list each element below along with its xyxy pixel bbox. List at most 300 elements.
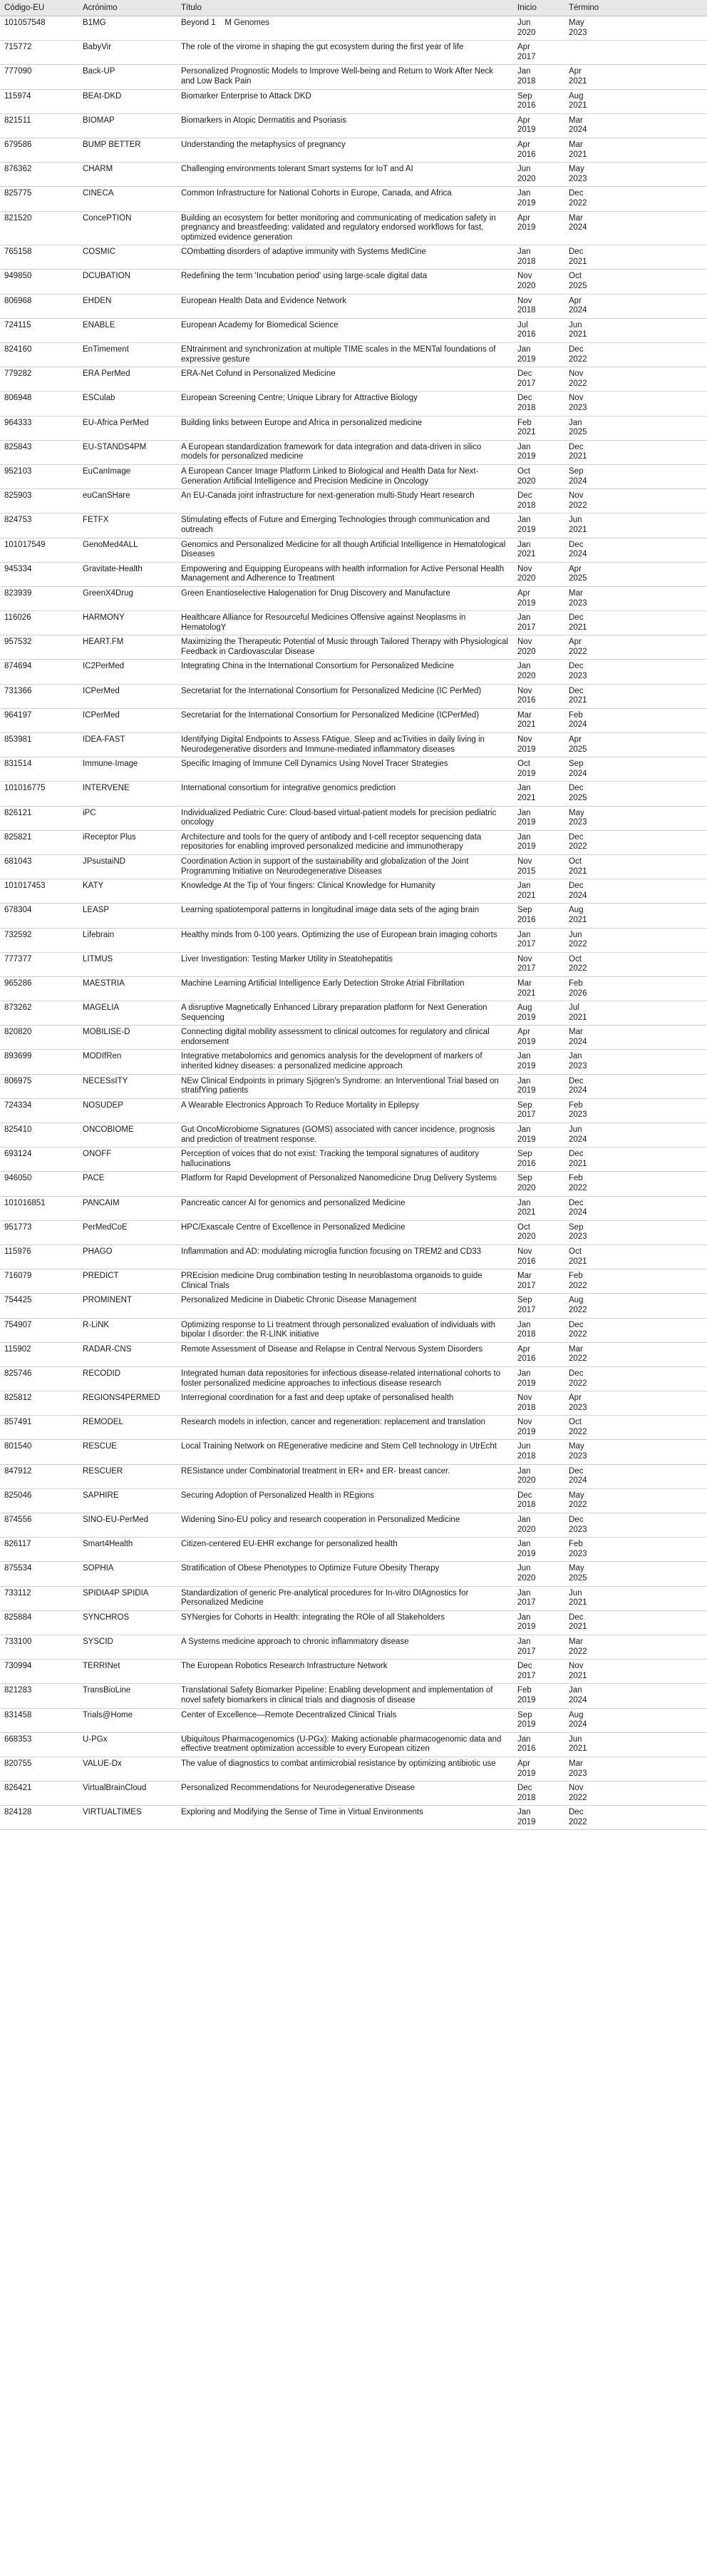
cell-title: HPC/Exascale Centre of Excellence in Personalized Medicine	[177, 1220, 513, 1244]
cell-start	[513, 1391, 564, 1416]
cell-acronym: SOPHIA	[78, 1562, 177, 1586]
cell-code: 857491	[0, 1416, 78, 1440]
cell-start-text: Jan 2016	[517, 1734, 536, 1754]
table-row	[0, 1366, 707, 1391]
cell-start-text: Jan 2019	[517, 345, 536, 364]
table-row	[0, 1220, 707, 1244]
cell-acronym: IC2PerMed	[78, 660, 177, 684]
cell-start-text: Dec 2017	[517, 369, 536, 388]
cell-start	[513, 89, 564, 113]
cell-end	[564, 41, 707, 65]
cell-title: Platform for Rapid Development of Personalized Nanomedicine Drug Delivery Systems	[177, 1172, 513, 1196]
cell-start	[513, 113, 564, 138]
cell-end-text: Feb 2026	[569, 978, 587, 998]
table-row	[0, 1488, 707, 1513]
table-row	[0, 367, 707, 392]
cell-start-text: Oct 2020	[517, 466, 536, 486]
cell-code: 101016775	[0, 782, 78, 806]
cell-start	[513, 1610, 564, 1635]
cell-start	[513, 1488, 564, 1513]
cell-title: Redefining the term 'Incubation period' using large-scale digital data	[177, 270, 513, 294]
cell-acronym: HEART.FM	[78, 635, 177, 660]
cell-code: 945334	[0, 562, 78, 586]
table-row	[0, 187, 707, 211]
cell-end-text: Aug 2021	[569, 91, 587, 111]
cell-end-text: Mar 2023	[569, 1759, 587, 1778]
cell-end	[564, 733, 707, 757]
cell-end	[564, 211, 707, 245]
cell-code: 825746	[0, 1366, 78, 1391]
cell-end-text: Dec 2022	[569, 189, 587, 208]
table-row	[0, 464, 707, 489]
cell-acronym: GreenX4Drug	[78, 586, 177, 610]
cell-code: 806975	[0, 1074, 78, 1098]
cell-title: NEw Clinical Endpoints in primary Sjögren's Syndrome: an Interventional Trial based on stratifYing patients	[177, 1074, 513, 1098]
cell-end	[564, 1440, 707, 1464]
cell-start-text: Jan 2019	[517, 832, 536, 852]
cell-start-text: Nov 2016	[517, 686, 536, 705]
table-row	[0, 708, 707, 732]
cell-end-text: Mar 2021	[569, 140, 587, 159]
cell-end-text: Dec 2025	[569, 784, 587, 802]
cell-end	[564, 1294, 707, 1318]
cell-start	[513, 904, 564, 928]
cell-end-text: Sep 2024	[569, 760, 587, 778]
table-row	[0, 1148, 707, 1172]
cell-start-text: Jan 2020	[517, 1516, 536, 1534]
cell-end-text: Sep 2024	[569, 466, 587, 486]
cell-code: 777090	[0, 65, 78, 89]
cell-acronym: SINO-EU-PerMed	[78, 1513, 177, 1538]
cell-end	[564, 113, 707, 138]
cell-end-text: Nov 2022	[569, 1784, 587, 1802]
cell-start-text: Apr 2019	[517, 116, 536, 135]
cell-start	[513, 1196, 564, 1220]
cell-title: Stratification of Obese Phenotypes to Optimize Future Obesity Therapy	[177, 1562, 513, 1586]
cell-title: The role of the virome in shaping the gut ecosystem during the first year of life	[177, 41, 513, 65]
cell-start	[513, 187, 564, 211]
cell-start-text: Jun 2020	[517, 19, 536, 37]
cell-acronym: VALUE-Dx	[78, 1757, 177, 1781]
table-row	[0, 1538, 707, 1562]
cell-start-text: Nov 2020	[517, 564, 536, 583]
cell-start-text: Jan 2019	[517, 516, 536, 534]
table-row	[0, 1318, 707, 1342]
cell-start	[513, 733, 564, 757]
cell-start	[513, 1098, 564, 1123]
cell-code: 825821	[0, 830, 78, 854]
table-row	[0, 538, 707, 562]
cell-end-text: Dec 2021	[569, 1150, 587, 1168]
cell-code: 681043	[0, 854, 78, 879]
cell-title: The value of diagnostics to combat antimicrobial resistance by optimizing antibiotic use	[177, 1757, 513, 1781]
cell-end	[564, 1513, 707, 1538]
cell-acronym: RECODID	[78, 1366, 177, 1391]
cell-acronym: ICPerMed	[78, 684, 177, 708]
cell-code: 825410	[0, 1123, 78, 1148]
table-row	[0, 211, 707, 245]
cell-title: A European standardization framework for data integration and data-driven in silico models for personalized medicine	[177, 440, 513, 464]
cell-end-text: Jun 2021	[569, 320, 587, 339]
cell-code: 715772	[0, 41, 78, 65]
cell-code: 874694	[0, 660, 78, 684]
table-row	[0, 416, 707, 440]
cell-title: Widening Sino-EU policy and research cooperation in Personalized Medicine	[177, 1513, 513, 1538]
cell-start	[513, 586, 564, 610]
cell-start-text: Jan 2021	[517, 784, 536, 802]
cell-start-text: Sep 2020	[517, 1174, 536, 1192]
cell-code: 115902	[0, 1342, 78, 1366]
cell-acronym: BabyVir	[78, 41, 177, 65]
cell-title: Green Enantioselective Halogenation for Drug Discovery and Manufacture	[177, 586, 513, 610]
header-start: Inicio	[513, 0, 564, 16]
cell-code: 101057548	[0, 16, 78, 41]
cell-end	[564, 1269, 707, 1294]
cell-acronym: ConcePTION	[78, 211, 177, 245]
cell-code: 957532	[0, 635, 78, 660]
cell-code: 101017549	[0, 538, 78, 562]
cell-code: 806968	[0, 294, 78, 318]
cell-title: Personalized Recommendations for Neurodegenerative Disease	[177, 1782, 513, 1806]
cell-end	[564, 1610, 707, 1635]
cell-title: RESistance under Combinatorial treatment in ER+ and ER- breast cancer.	[177, 1464, 513, 1488]
cell-start	[513, 1440, 564, 1464]
cell-start-text: Jun 2020	[517, 165, 536, 183]
table-row	[0, 270, 707, 294]
cell-code: 820755	[0, 1757, 78, 1781]
cell-acronym: MAGELIA	[78, 1001, 177, 1026]
cell-acronym: RADAR-CNS	[78, 1342, 177, 1366]
cell-title: Empowering and Equipping Europeans with health information for Active Personal Health Management and Adherence to Treatment	[177, 562, 513, 586]
table-row	[0, 733, 707, 757]
cell-title: Pancreatic cancer AI for genomics and personalized Medicine	[177, 1196, 513, 1220]
cell-start-text: Jan 2019	[517, 1612, 536, 1632]
cell-code: 946050	[0, 1172, 78, 1196]
cell-end	[564, 1684, 707, 1708]
table-row	[0, 489, 707, 513]
cell-title: Integrated human data repositories for infectious disease-related international cohorts to foster personalized medicine approaches to infectious disease research	[177, 1366, 513, 1391]
cell-end	[564, 1342, 707, 1366]
cell-end-text: Jun 2022	[569, 930, 587, 949]
cell-start	[513, 1026, 564, 1050]
table-row	[0, 1342, 707, 1366]
cell-end-text: May 2025	[569, 1564, 587, 1583]
cell-end-text: Aug 2024	[569, 1710, 587, 1729]
cell-acronym: RESCUER	[78, 1464, 177, 1488]
table-row	[0, 113, 707, 138]
cell-title: Individualized Pediatric Cure: Cloud-based virtual-patient models for precision pediatric oncology	[177, 806, 513, 830]
cell-start	[513, 1416, 564, 1440]
cell-start-text: Jan 2017	[517, 1637, 536, 1656]
cell-title: Connecting digital mobility assessment to clinical outcomes for regulatory and clinical endorsement	[177, 1026, 513, 1050]
cell-code: 101017453	[0, 879, 78, 904]
cell-start-text: Sep 2017	[517, 1100, 536, 1120]
cell-start-text: Sep 2016	[517, 91, 536, 111]
cell-end	[564, 65, 707, 89]
cell-title: International consortium for integrative genomics prediction	[177, 782, 513, 806]
cell-code: 115976	[0, 1244, 78, 1269]
cell-acronym: euCanSHare	[78, 489, 177, 513]
cell-title: A disruptive Magnetically Enhanced Library preparation platform for Next Generation Sequencing	[177, 1001, 513, 1026]
cell-acronym: RESCUE	[78, 1440, 177, 1464]
cell-start-text: Jan 2019	[517, 442, 536, 461]
cell-start-text: Sep 2017	[517, 1296, 536, 1314]
cell-end	[564, 1318, 707, 1342]
cell-acronym: PREDICT	[78, 1269, 177, 1294]
cell-start	[513, 65, 564, 89]
table-row	[0, 1684, 707, 1708]
cell-end-text: Apr 2022	[569, 638, 587, 656]
cell-start-text: Jan 2021	[517, 540, 536, 559]
cell-title: Personalized Prognostic Models to Improve Well-being and Return to Work After Neck and Low Back Pain	[177, 65, 513, 89]
table-row	[0, 684, 707, 708]
cell-start	[513, 318, 564, 342]
cell-start	[513, 416, 564, 440]
table-row	[0, 879, 707, 904]
cell-code: 825843	[0, 440, 78, 464]
cell-end-text: Oct 2021	[569, 1247, 587, 1266]
cell-code: 831458	[0, 1708, 78, 1732]
cell-acronym: SYSCID	[78, 1635, 177, 1659]
cell-acronym: LEASP	[78, 904, 177, 928]
cell-acronym: VIRTUALTIMES	[78, 1806, 177, 1830]
cell-end-text: Mar 2024	[569, 213, 587, 232]
cell-end	[564, 1562, 707, 1586]
cell-start-text: Jun 2018	[517, 1442, 536, 1461]
cell-end	[564, 89, 707, 113]
table-row	[0, 343, 707, 367]
cell-start-text: Nov 2019	[517, 735, 536, 754]
cell-end	[564, 1538, 707, 1562]
cell-start	[513, 660, 564, 684]
cell-title: Coordination Action in support of the sustainability and globalization of the Joint Programming Initiative on Neurodegenerative Diseases	[177, 854, 513, 879]
cell-end	[564, 854, 707, 879]
table-row	[0, 163, 707, 187]
cell-end	[564, 1123, 707, 1148]
table-row	[0, 757, 707, 782]
cell-code: 952103	[0, 464, 78, 489]
cell-start-text: Aug 2019	[517, 1003, 536, 1022]
cell-start	[513, 1538, 564, 1562]
cell-code: 826121	[0, 806, 78, 830]
cell-code: 693124	[0, 1148, 78, 1172]
cell-end-text: Dec 2023	[569, 1516, 587, 1534]
cell-start	[513, 1464, 564, 1488]
cell-end-text: Mar 2024	[569, 116, 587, 135]
cell-start-text: Jan 2017	[517, 613, 536, 632]
cell-acronym: PROMINENT	[78, 1294, 177, 1318]
table-row	[0, 562, 707, 586]
cell-end-text: Dec 2022	[569, 1369, 587, 1388]
cell-end-text: Feb 2023	[569, 1100, 587, 1120]
cell-start-text: Nov 2017	[517, 954, 536, 973]
table-row	[0, 1244, 707, 1269]
cell-start	[513, 928, 564, 952]
cell-end	[564, 1148, 707, 1172]
cell-acronym: INTERVENE	[78, 782, 177, 806]
cell-title: Optimizing response to Li treatment through personalized evaluation of individuals with bipolar I disorder: the R-LINK initiative	[177, 1318, 513, 1342]
cell-code: 824160	[0, 343, 78, 367]
cell-title: Ubiquitous Pharmacogenomics (U-PGx): Making actionable pharmacogenomic data and effective treatment optimization accessible to every European citizen	[177, 1732, 513, 1757]
cell-start	[513, 1635, 564, 1659]
cell-end-text: Dec 2022	[569, 1808, 587, 1826]
table-row	[0, 41, 707, 65]
cell-code: 679586	[0, 138, 78, 162]
cell-title: Challenging environments tolerant Smart systems for IoT and AI	[177, 163, 513, 187]
cell-end-text: Dec 2021	[569, 686, 587, 705]
cell-end-text: Oct 2025	[569, 272, 587, 291]
cell-start	[513, 1342, 564, 1366]
cell-code: 716079	[0, 1269, 78, 1294]
cell-start	[513, 294, 564, 318]
cell-end	[564, 1172, 707, 1196]
cell-start-text: Dec 2018	[517, 394, 536, 412]
table-body	[0, 16, 707, 1830]
cell-end	[564, 562, 707, 586]
cell-start-text: Apr 2019	[517, 213, 536, 232]
table-row	[0, 611, 707, 635]
cell-end	[564, 1782, 707, 1806]
table-row	[0, 245, 707, 270]
cell-start	[513, 1782, 564, 1806]
cell-start	[513, 806, 564, 830]
cell-code: 823939	[0, 586, 78, 610]
table-row	[0, 294, 707, 318]
cell-end	[564, 928, 707, 952]
cell-title: A Wearable Electronics Approach To Reduce Mortality in Epilepsy	[177, 1098, 513, 1123]
cell-acronym: EU-Africa PerMed	[78, 416, 177, 440]
cell-end	[564, 1220, 707, 1244]
cell-acronym: Back-UP	[78, 65, 177, 89]
cell-end	[564, 1635, 707, 1659]
cell-end	[564, 343, 707, 367]
cell-start	[513, 138, 564, 162]
cell-acronym: ONOFF	[78, 1148, 177, 1172]
cell-end	[564, 1098, 707, 1123]
cell-start	[513, 1220, 564, 1244]
table-row	[0, 830, 707, 854]
cell-acronym: ICPerMed	[78, 708, 177, 732]
cell-acronym: EuCanImage	[78, 464, 177, 489]
cell-acronym: BUMP BETTER	[78, 138, 177, 162]
cell-code: 101016851	[0, 1196, 78, 1220]
cell-title: Liver Investigation: Testing Marker Utility in Steatohepatitis	[177, 952, 513, 976]
cell-title: Research models in infection, cancer and regeneration: replacement and translation	[177, 1416, 513, 1440]
cell-title: Healthy minds from 0-100 years. Optimizing the use of European brain imaging cohorts	[177, 928, 513, 952]
cell-title: Learning spatiotemporal patterns in longitudinal image data sets of the aging brain	[177, 904, 513, 928]
cell-end	[564, 513, 707, 538]
table-row	[0, 65, 707, 89]
cell-acronym: MAESTRIA	[78, 976, 177, 1001]
cell-acronym: PerMedCoE	[78, 1220, 177, 1244]
cell-end	[564, 782, 707, 806]
cell-acronym: iPC	[78, 806, 177, 830]
cell-title: Secretariat for the International Consortium for Personalized Medicine (IC PerMed)	[177, 684, 513, 708]
cell-start	[513, 757, 564, 782]
cell-end	[564, 1391, 707, 1416]
cell-title: Knowledge At the Tip of Your fingers: Clinical Knowledge for Humanity	[177, 879, 513, 904]
cell-start	[513, 1708, 564, 1732]
cell-code: 116026	[0, 611, 78, 635]
table-row	[0, 635, 707, 660]
cell-title: Understanding the metaphysics of pregnancy	[177, 138, 513, 162]
cell-end	[564, 1001, 707, 1026]
table-row	[0, 1294, 707, 1318]
cell-end	[564, 138, 707, 162]
cell-start-text: Mar 2017	[517, 1272, 536, 1290]
cell-start-text: Apr 2017	[517, 43, 536, 61]
cell-start-text: Jan 2019	[517, 808, 536, 827]
cell-code: 730994	[0, 1660, 78, 1684]
cell-end	[564, 1660, 707, 1684]
cell-start	[513, 879, 564, 904]
table-row	[0, 1196, 707, 1220]
cell-start	[513, 1050, 564, 1074]
cell-start	[513, 440, 564, 464]
cell-end	[564, 163, 707, 187]
cell-title: Perception of voices that do not exist: Tracking the temporal signatures of auditory hallucinations	[177, 1148, 513, 1172]
cell-title: Standardization of generic Pre-analytical procedures for In-vitro DIAgnostics for Personalized Medicine	[177, 1586, 513, 1610]
cell-end-text: Apr 2025	[569, 735, 587, 754]
table-row	[0, 138, 707, 162]
cell-end-text: Jan 2024	[569, 1686, 587, 1704]
cell-acronym: REGIONS4PERMED	[78, 1391, 177, 1416]
cell-title: A Systems medicine approach to chronic inflammatory disease	[177, 1635, 513, 1659]
cell-end-text: May 2023	[569, 165, 587, 183]
cell-acronym: EnTimement	[78, 343, 177, 367]
cell-end	[564, 660, 707, 684]
table-row	[0, 1269, 707, 1294]
cell-end	[564, 904, 707, 928]
cell-start	[513, 41, 564, 65]
cell-code: 754907	[0, 1318, 78, 1342]
cell-end-text: Dec 2022	[569, 345, 587, 364]
cell-start	[513, 1806, 564, 1830]
cell-acronym: B1MG	[78, 16, 177, 41]
cell-start-text: Mar 2021	[517, 710, 536, 730]
cell-code: 853981	[0, 733, 78, 757]
cell-start-text: Jan 2021	[517, 881, 536, 900]
cell-title: An EU-Canada joint infrastructure for next-generation multi-Study Heart research	[177, 489, 513, 513]
cell-title: Secretariat for the International Consortium for Personalized Medicine (ICPerMed)	[177, 708, 513, 732]
cell-acronym: Smart4Health	[78, 1538, 177, 1562]
cell-acronym: TransBioLine	[78, 1684, 177, 1708]
cell-start-text: Jan 2021	[517, 1198, 536, 1217]
table-row	[0, 1440, 707, 1464]
cell-code: 874556	[0, 1513, 78, 1538]
cell-end-text: Jan 2023	[569, 1052, 587, 1071]
cell-end-text: Mar 2024	[569, 1028, 587, 1046]
cell-title: Common Infrastructure for National Cohorts in Europe, Canada, and Africa	[177, 187, 513, 211]
cell-end-text: Jun 2021	[569, 1734, 587, 1754]
cell-acronym: COSMIC	[78, 245, 177, 270]
cell-end-text: Oct 2021	[569, 857, 587, 876]
cell-end-text: Jan 2025	[569, 418, 587, 437]
cell-start	[513, 1172, 564, 1196]
cell-end-text: Dec 2024	[569, 881, 587, 900]
table-row	[0, 392, 707, 416]
cell-title: Exploring and Modifying the Sense of Time in Virtual Environments	[177, 1806, 513, 1830]
table-row	[0, 1098, 707, 1123]
cell-title: Integrative metabolomics and genomics analysis for the development of markers of inherited kidney diseases: a personalized medicine approach	[177, 1050, 513, 1074]
cell-end	[564, 16, 707, 41]
cell-acronym: ESCulab	[78, 392, 177, 416]
table-row	[0, 1050, 707, 1074]
cell-start	[513, 270, 564, 294]
cell-title: ERA-Net Cofund in Personalized Medicine	[177, 367, 513, 392]
cell-acronym: Trials@Home	[78, 1708, 177, 1732]
cell-start-text: Nov 2018	[517, 1394, 536, 1412]
